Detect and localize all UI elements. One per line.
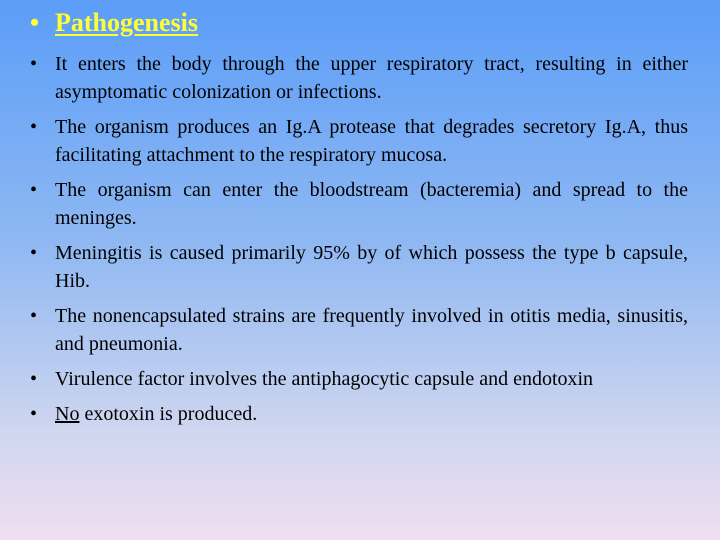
bullet-text: It enters the body through the upper respiratory tract, resulting in either asymptomatic colonization or infections. xyxy=(55,53,688,103)
title-bullet: • xyxy=(30,8,40,37)
bullet-dot: • xyxy=(30,242,38,264)
bullet-dot: • xyxy=(30,368,38,390)
bullet-item-last xyxy=(30,400,688,428)
bullet-text: The organism produces an Ig.A protease that degrades secretory Ig.A, thus facilitating attachment to the respiratory mucosa. xyxy=(55,116,688,166)
bullet-text: Meningitis is caused primarily 95% by of which possess the type b capsule, Hib. xyxy=(55,242,688,292)
bullet-dot: • xyxy=(30,53,38,75)
slide-title-row xyxy=(30,8,198,38)
bullet-dot: • xyxy=(30,116,38,138)
bullet-dot: • xyxy=(30,403,38,425)
underlined-word: No xyxy=(55,403,80,425)
bullet-item xyxy=(30,113,688,169)
bullet-item xyxy=(30,302,688,358)
slide-title: Pathogenesis xyxy=(55,8,198,37)
bullet-text: The organism can enter the bloodstream (bacteremia) and spread to the meninges. xyxy=(55,179,688,229)
bullet-text: Virulence factor involves the antiphagocytic capsule and endotoxin xyxy=(55,368,594,390)
bullet-text: exotoxin is produced. xyxy=(79,403,258,425)
bullet-dot: • xyxy=(30,179,38,201)
bullet-list xyxy=(30,50,688,435)
bullet-item xyxy=(30,176,688,232)
bullet-item xyxy=(30,239,688,295)
bullet-text: The nonencapsulated strains are frequently involved in otitis media, sinusitis, and pneumonia. xyxy=(55,305,688,355)
bullet-item xyxy=(30,365,688,393)
bullet-dot: • xyxy=(30,305,38,327)
bullet-item xyxy=(30,50,688,106)
